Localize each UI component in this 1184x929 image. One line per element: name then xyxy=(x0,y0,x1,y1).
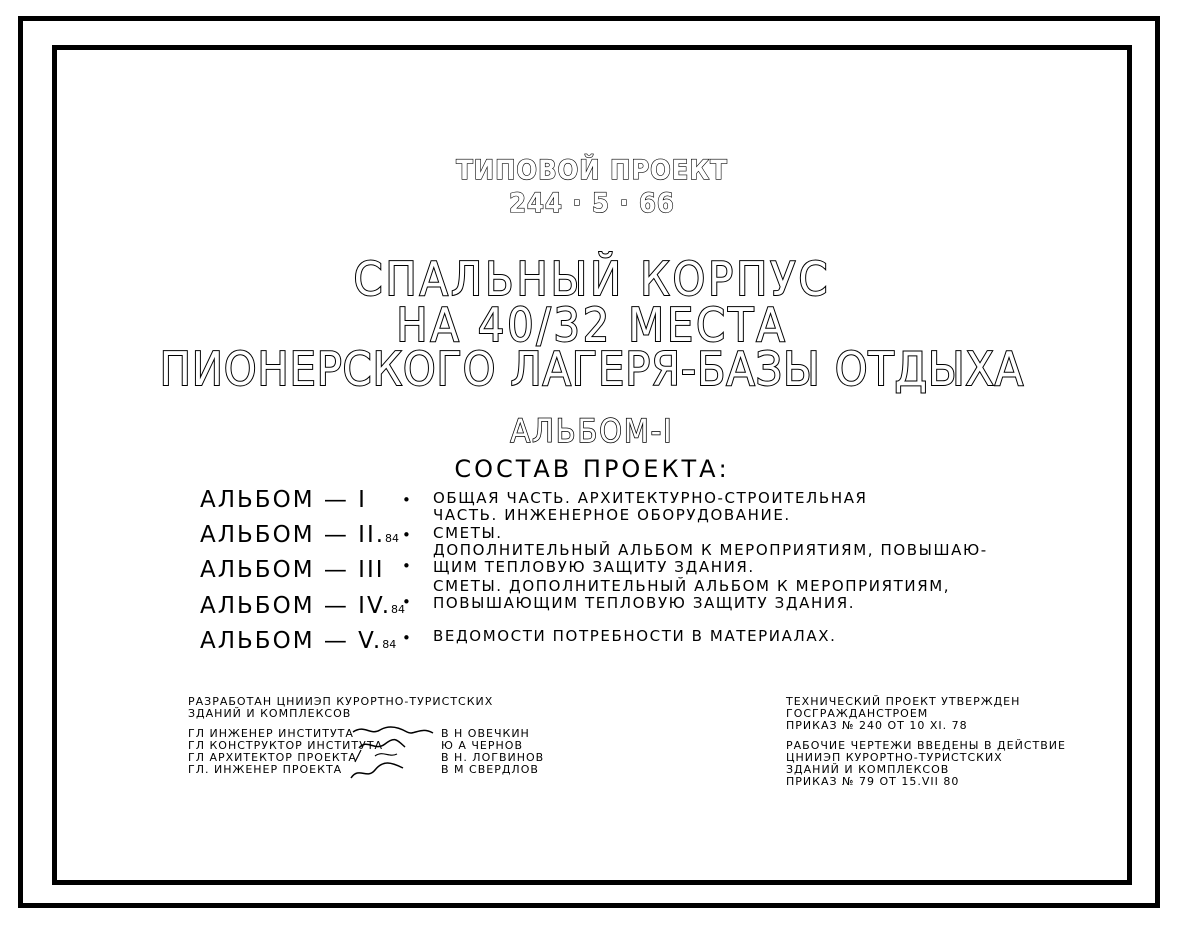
project-number: 244 · 5 · 66 xyxy=(509,188,675,219)
album-title: АЛЬБОМ-I xyxy=(510,412,674,450)
bullet-icon: • xyxy=(402,526,411,544)
developer-block: РАЗРАБОТАН ЦНИИЭП КУРОРТНО-ТУРИСТСКИХ ЗДАНИЙ И КОМПЛЕКСОВ xyxy=(188,695,494,720)
album-label: АЛЬБОМ — II.84 xyxy=(200,522,400,548)
album-desc: СМЕТЫ. ДОПОЛНИТЕЛЬНЫЙ АЛЬБОМ К МЕРОПРИЯТИЯМ, ПОВЫШАЮЩИМ ТЕПЛОВУЮ ЗАЩИТУ ЗДАНИЯ. xyxy=(433,577,951,612)
composition-title: СОСТАВ ПРОЕКТА: xyxy=(454,455,730,483)
album-label: АЛЬБОМ — III xyxy=(200,557,385,583)
title-line-3: ПИОНЕРСКОГО ЛАГЕРЯ-БАЗЫ ОТДЫХА xyxy=(159,342,1025,396)
album-label: АЛЬБОМ — IV.84 xyxy=(200,593,406,619)
bullet-icon: • xyxy=(402,491,411,509)
project-type: ТИПОВОЙ ПРОЕКТ xyxy=(456,155,728,186)
staff-names: В Н ОВЕЧКИН Ю А ЧЕРНОВ В Н. ЛОГВИНОВ В М СВЕРДЛОВ xyxy=(441,727,545,776)
bullet-icon: • xyxy=(402,593,411,611)
bullet-icon: • xyxy=(402,557,411,575)
album-label: АЛЬБОМ — I xyxy=(200,487,367,513)
album-desc: ВЕДОМОСТИ ПОТРЕБНОСТИ В МАТЕРИАЛАХ. xyxy=(433,627,837,645)
working-drawings-block: РАБОЧИЕ ЧЕРТЕЖИ ВВЕДЕНЫ В ДЕЙСТВИЕ ЦНИИЭП КУРОРТНО-ТУРИСТСКИХ ЗДАНИЙ И КОМПЛЕКСОВ ПРИКАЗ № 79 ОТ 15.VII 80 xyxy=(786,739,1066,788)
staff-roles: ГЛ ИНЖЕНЕР ИНСТИТУТА ГЛ КОНСТРУКТОР ИНСТИТУТА ГЛ АРХИТЕКТОР ПРОЕКТА ГЛ. ИНЖЕНЕР ПРОЕКТА xyxy=(188,727,384,776)
bullet-icon: • xyxy=(402,629,411,647)
approval-block: ТЕХНИЧЕСКИЙ ПРОЕКТ УТВЕРЖДЕН ГОСГРАЖДАНСТРОЕМ ПРИКАЗ № 240 ОТ 10 XI. 78 xyxy=(786,695,1021,732)
album-desc: СМЕТЫ. xyxy=(433,524,503,542)
signatures-icon xyxy=(345,722,440,784)
album-desc: ОБЩАЯ ЧАСТЬ. АРХИТЕКТУРНО-СТРОИТЕЛЬНАЯ ЧАСТЬ. ИНЖЕНЕРНОЕ ОБОРУДОВАНИЕ. xyxy=(433,489,868,524)
album-desc: ДОПОЛНИТЕЛЬНЫЙ АЛЬБОМ К МЕРОПРИЯТИЯМ, ПОВЫШАЮ- ЩИМ ТЕПЛОВУЮ ЗАЩИТУ ЗДАНИЯ. xyxy=(433,541,988,576)
title-line-2: НА 40/32 МЕСТА xyxy=(396,298,788,352)
album-label: АЛЬБОМ — V.84 xyxy=(200,628,397,654)
title-line-1: СПАЛЬНЫЙ КОРПУС xyxy=(353,252,831,306)
